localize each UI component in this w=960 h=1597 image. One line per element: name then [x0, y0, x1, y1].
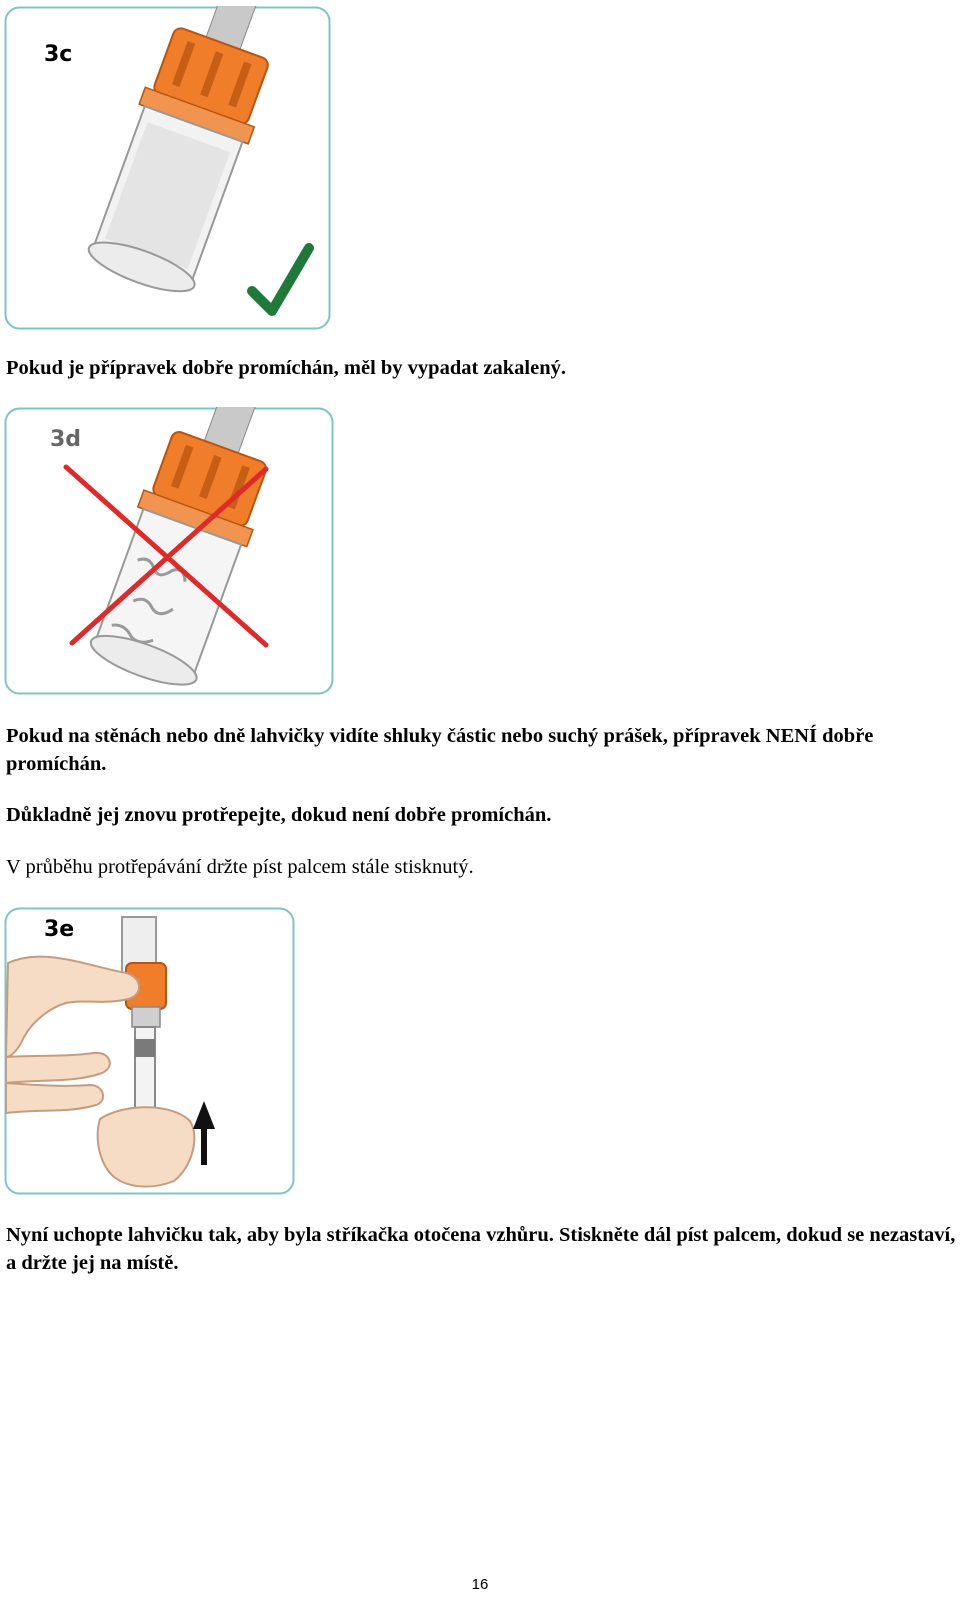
figure-3c: [4, 6, 331, 330]
figure-label: 3d: [50, 427, 82, 452]
paragraph: Pokud na stěnách nebo dně lahvičky vidíte shluky částic nebo suchý prášek, přípravek NENÍ dobře promíchán.: [6, 725, 874, 775]
paragraph: Důkladně jej znovu protřepejte, dokud není dobře promíchán.: [6, 804, 552, 826]
figure-3d: [4, 407, 334, 695]
paragraph: Nyní uchopte lahvičku tak, aby byla stříkačka otočena vzhůru. Stiskněte dál píst palcem, dokud se nezastaví, a držte jej na místě.: [6, 1224, 956, 1274]
figure-label: 3e: [44, 917, 75, 942]
paragraph: V průběhu protřepávání držte píst palcem stále stisknutý.: [6, 856, 474, 878]
figure-label: 3c: [44, 42, 73, 67]
figure-3e: [4, 907, 295, 1195]
page-number: 16: [471, 1576, 489, 1593]
paragraph: Pokud je přípravek dobře promíchán, měl by vypadat zakalený.: [6, 357, 566, 379]
